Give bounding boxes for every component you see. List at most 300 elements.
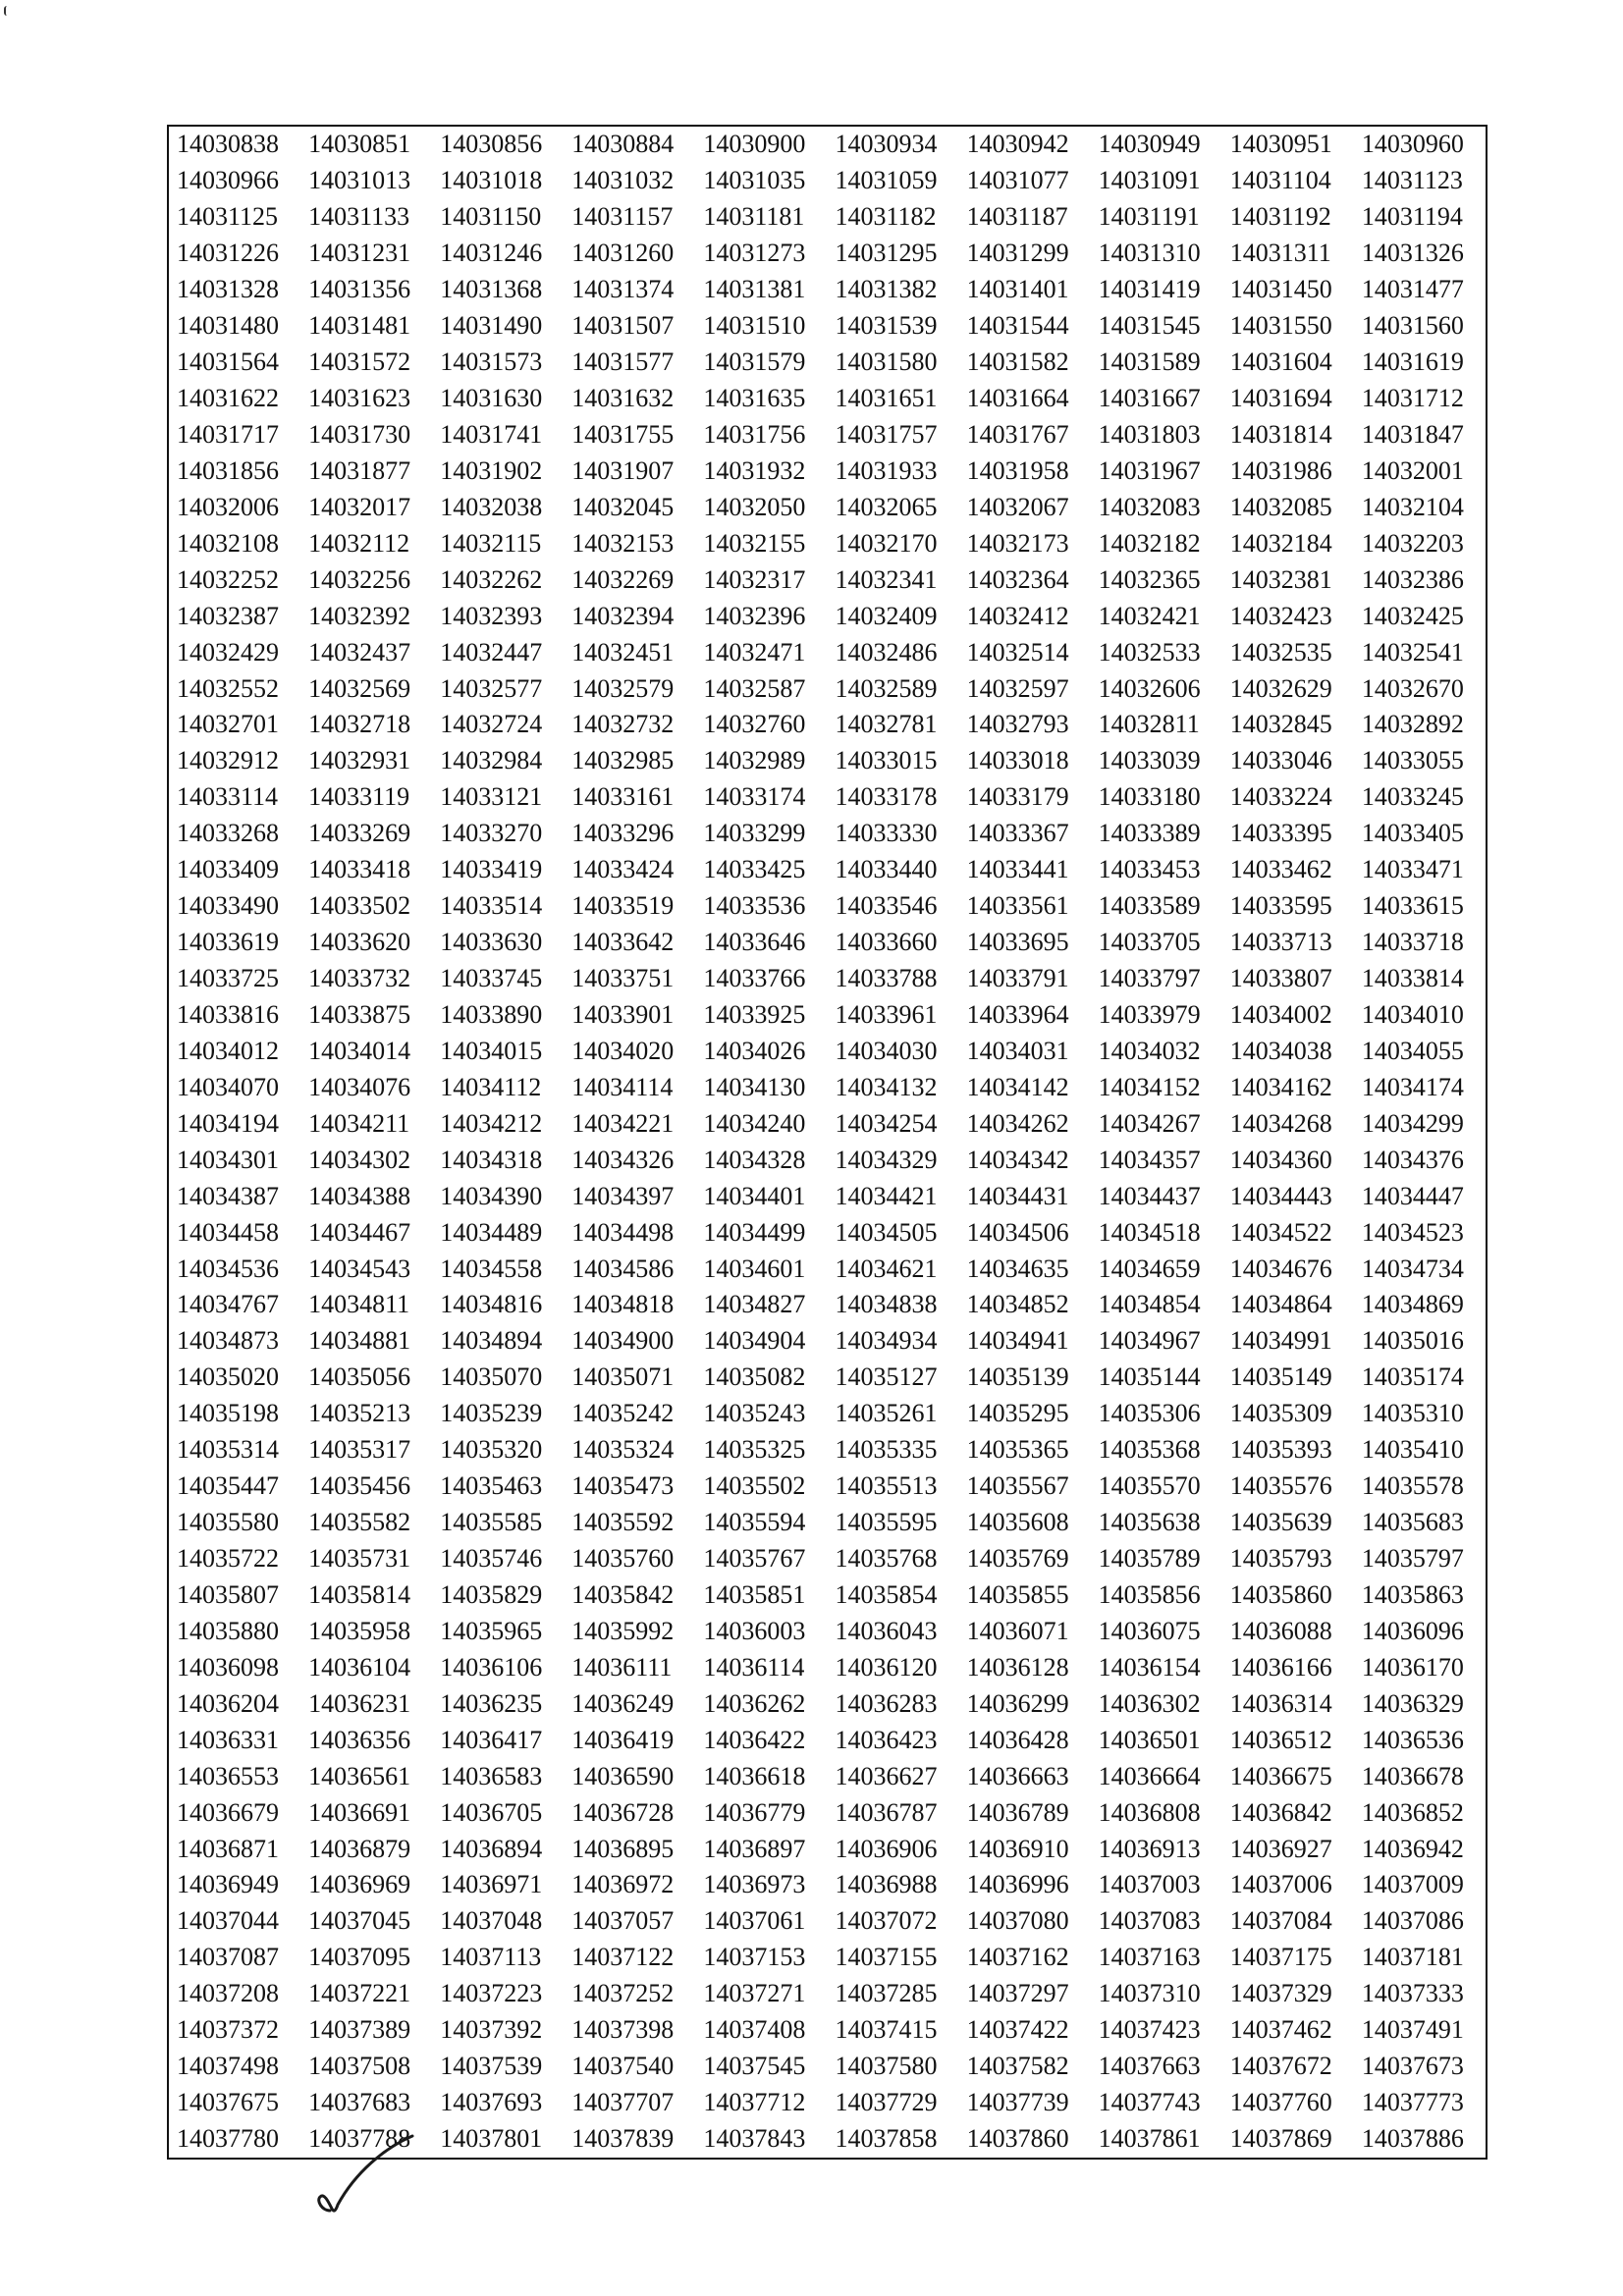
roll-number-cell: 14036166 (1229, 1652, 1332, 1682)
roll-number-cell: 14033224 (1229, 782, 1332, 812)
roll-number-cell: 14035958 (308, 1616, 411, 1645)
roll-number-cell: 14034543 (308, 1254, 411, 1283)
roll-number-cell: 14037333 (1361, 1979, 1464, 2008)
roll-number-cell: 14036664 (1098, 1761, 1201, 1790)
roll-number-cell: 14032845 (1229, 710, 1332, 739)
roll-number-cell: 14037285 (835, 1979, 938, 2008)
roll-number-cell: 14037080 (966, 1906, 1069, 1936)
roll-number-cell: 14034268 (1229, 1108, 1332, 1138)
roll-number-cell: 14031545 (1098, 311, 1201, 341)
roll-number-cell: 14034421 (835, 1181, 938, 1210)
roll-number-cell: 14034734 (1361, 1254, 1464, 1283)
table-row (169, 1105, 1486, 1142)
roll-number-cell: 14032203 (1361, 528, 1464, 558)
roll-number-cell: 14034854 (1098, 1290, 1201, 1319)
roll-number-cell: 14034941 (966, 1326, 1069, 1356)
roll-number-cell: 14033901 (571, 999, 675, 1029)
roll-number-cell: 14033875 (308, 999, 411, 1029)
roll-number-cell: 14031150 (440, 202, 542, 232)
roll-number-cell: 14031295 (835, 239, 938, 268)
roll-number-cell: 14036104 (308, 1652, 411, 1682)
roll-number-cell: 14035463 (440, 1471, 543, 1501)
table-row (169, 1541, 1486, 1577)
roll-number-cell: 14036314 (1229, 1688, 1332, 1718)
roll-number-cell: 14031847 (1361, 419, 1464, 449)
roll-number-cell: 14034586 (571, 1254, 675, 1283)
roll-number-cell: 14032670 (1361, 673, 1464, 703)
roll-number-cell: 14032396 (703, 601, 806, 630)
roll-number-cell: 14032985 (571, 746, 675, 775)
roll-number-cell: 14037095 (308, 1943, 411, 1972)
roll-number-cell: 14034397 (571, 1181, 675, 1210)
roll-number-cell: 14037462 (1229, 2015, 1332, 2045)
roll-number-cell: 14037181 (1361, 1943, 1464, 1972)
roll-number-cell: 14034038 (1229, 1036, 1332, 1065)
roll-number-cell: 14033119 (308, 782, 410, 812)
table-row (169, 888, 1486, 925)
roll-number-cell: 14034328 (703, 1145, 806, 1174)
roll-number-cell: 14036096 (1361, 1616, 1464, 1645)
roll-number-cell: 14032182 (1098, 528, 1201, 558)
roll-number-cell: 14034506 (966, 1217, 1069, 1247)
roll-number-cell: 14031477 (1361, 275, 1464, 304)
roll-number-cell: 14033514 (440, 891, 543, 921)
roll-number-cell: 14034523 (1361, 1217, 1464, 1247)
roll-number-cell: 14037693 (440, 2088, 543, 2117)
roll-number-cell: 14033462 (1229, 855, 1332, 884)
roll-number-cell: 14032989 (703, 746, 806, 775)
roll-number-cell: 14036299 (966, 1688, 1069, 1718)
roll-number-cell: 14036789 (966, 1797, 1069, 1827)
roll-number-cell: 14034130 (703, 1072, 806, 1101)
roll-number-cell: 14035365 (966, 1435, 1069, 1465)
roll-number-cell: 14036003 (703, 1616, 806, 1645)
roll-number-cell: 14032001 (1361, 455, 1464, 485)
roll-number-cell: 14033961 (835, 999, 938, 1029)
roll-number-cell: 14033642 (571, 928, 675, 957)
roll-number-cell: 14031712 (1361, 384, 1464, 413)
roll-number-cell: 14032569 (308, 673, 411, 703)
roll-number-cell: 14033519 (571, 891, 675, 921)
roll-number-cell: 14030884 (571, 130, 675, 159)
handwritten-signature (316, 2128, 424, 2216)
roll-number-cell: 14031018 (440, 166, 543, 195)
roll-number-cell: 14034967 (1098, 1326, 1201, 1356)
roll-number-cell: 14033418 (308, 855, 411, 884)
roll-number-cell: 14030951 (1229, 130, 1332, 159)
roll-number-cell: 14036235 (440, 1688, 543, 1718)
roll-number-cell: 14032984 (440, 746, 543, 775)
roll-number-cell: 14037009 (1361, 1870, 1464, 1899)
roll-number-cell: 14033424 (571, 855, 675, 884)
table-row (169, 634, 1486, 670)
roll-number-cell: 14035768 (835, 1544, 938, 1574)
roll-number-cell: 14034055 (1361, 1036, 1464, 1065)
roll-number-cell: 14033925 (703, 999, 806, 1029)
roll-number-cell: 14034301 (177, 1145, 279, 1174)
roll-number-cell: 14032365 (1098, 564, 1201, 594)
roll-number-cell: 14033502 (308, 891, 411, 921)
roll-number-cell: 14035789 (1098, 1544, 1201, 1574)
roll-number-cell: 14030942 (966, 130, 1069, 159)
roll-number-cell: 14035456 (308, 1471, 411, 1501)
roll-number-cell: 14034142 (966, 1072, 1069, 1101)
roll-number-cell: 14036728 (571, 1797, 675, 1827)
roll-number-cell: 14036098 (177, 1652, 279, 1682)
roll-number-cell: 14033039 (1098, 746, 1201, 775)
table-row (169, 453, 1486, 489)
roll-number-cell: 14035582 (308, 1508, 411, 1537)
roll-number-cell: 14031958 (966, 455, 1069, 485)
roll-number-cell: 14036842 (1229, 1797, 1332, 1827)
roll-number-cell: 14037683 (308, 2088, 411, 2117)
roll-number-cell: 14037003 (1098, 1870, 1201, 1899)
roll-number-cell: 14031604 (1229, 347, 1332, 377)
roll-number-cell: 14032083 (1098, 492, 1201, 521)
roll-number-cell: 14037006 (1229, 1870, 1332, 1899)
roll-number-cell: 14031579 (703, 347, 806, 377)
roll-number-cell: 14032535 (1229, 637, 1332, 667)
roll-number-cell: 14034934 (835, 1326, 938, 1356)
roll-number-cell: 14037389 (308, 2015, 411, 2045)
roll-number-cell: 14033178 (835, 782, 938, 812)
roll-number-cell: 14032381 (1229, 564, 1332, 594)
roll-number-cell: 14031032 (571, 166, 675, 195)
roll-number-cell: 14032471 (703, 637, 806, 667)
roll-number-cell: 14034152 (1098, 1072, 1201, 1101)
roll-number-cell: 14031755 (571, 419, 675, 449)
roll-number-cell: 14034536 (177, 1254, 279, 1283)
roll-number-cell: 14035070 (440, 1362, 543, 1392)
roll-number-cell: 14032252 (177, 564, 279, 594)
roll-number-cell: 14035213 (308, 1399, 411, 1428)
roll-number-cell: 14031481 (308, 311, 411, 341)
roll-number-cell: 14030960 (1361, 130, 1464, 159)
roll-number-cell: 14036428 (966, 1725, 1069, 1754)
roll-number-cell: 14031226 (177, 239, 279, 268)
roll-number-cell: 14034267 (1098, 1108, 1201, 1138)
roll-number-cell: 14036895 (571, 1834, 675, 1863)
roll-number-cell: 14034869 (1361, 1290, 1464, 1319)
roll-number-cell: 14035854 (835, 1579, 938, 1609)
roll-number-cell: 14036894 (440, 1834, 543, 1863)
roll-number-cell: 14031933 (835, 455, 938, 485)
roll-number-cell: 14030838 (177, 130, 279, 159)
roll-number-cell: 14033269 (308, 819, 411, 848)
roll-number-cell: 14035860 (1229, 1579, 1332, 1609)
roll-number-cell: 14034387 (177, 1181, 279, 1210)
roll-number-cell: 14033296 (571, 819, 675, 848)
roll-number-cell: 14034437 (1098, 1181, 1201, 1210)
roll-number-cell: 14031907 (571, 455, 675, 485)
roll-number-cell: 14036705 (440, 1797, 543, 1827)
roll-number-cell: 14031187 (966, 202, 1068, 232)
roll-number-cell: 14032781 (835, 710, 938, 739)
roll-number-cell: 14037083 (1098, 1906, 1201, 1936)
roll-number-cell: 14032931 (308, 746, 411, 775)
roll-number-cell: 14036583 (440, 1761, 543, 1790)
roll-number-cell: 14033121 (440, 782, 543, 812)
roll-number-cell: 14032629 (1229, 673, 1332, 703)
roll-number-cell: 14034240 (703, 1108, 806, 1138)
roll-number-cell: 14032170 (835, 528, 938, 558)
roll-number-cell: 14035261 (835, 1399, 938, 1428)
roll-number-cell: 14036927 (1229, 1834, 1332, 1863)
roll-number-cell: 14033161 (571, 782, 675, 812)
roll-number-cell: 14031767 (966, 419, 1069, 449)
roll-number-cell: 14033046 (1229, 746, 1332, 775)
roll-number-cell: 14031573 (440, 347, 543, 377)
roll-number-cell: 14031667 (1098, 384, 1201, 413)
roll-number-cell: 14033330 (835, 819, 938, 848)
table-row (169, 1432, 1486, 1468)
roll-number-cell: 14031381 (703, 275, 806, 304)
roll-number-cell: 14031544 (966, 311, 1069, 341)
roll-number-cell: 14034076 (308, 1072, 411, 1101)
table-row (169, 561, 1486, 598)
roll-number-cell: 14036204 (177, 1688, 279, 1718)
roll-number-cell: 14037675 (177, 2088, 279, 2117)
roll-number-cell: 14032317 (703, 564, 806, 594)
roll-number-cell: 14036679 (177, 1797, 279, 1827)
roll-number-cell: 14037045 (308, 1906, 411, 1936)
roll-number-cell: 14033979 (1098, 999, 1201, 1029)
table-row (169, 1033, 1486, 1069)
roll-number-cell: 14032155 (703, 528, 806, 558)
roll-number-cell: 14037044 (177, 1906, 279, 1936)
table-row (169, 707, 1486, 743)
roll-number-cell: 14037398 (571, 2015, 675, 2045)
roll-number-cell: 14035144 (1098, 1362, 1201, 1392)
roll-number-cell: 14031035 (703, 166, 806, 195)
roll-number-cell: 14033536 (703, 891, 806, 921)
roll-number-cell: 14031273 (703, 239, 806, 268)
roll-number-cell: 14036536 (1361, 1725, 1464, 1754)
roll-number-cell: 14032421 (1098, 601, 1201, 630)
roll-number-cell: 14032085 (1229, 492, 1332, 521)
roll-number-cell: 14030949 (1098, 130, 1201, 159)
roll-number-cell: 14036590 (571, 1761, 675, 1790)
roll-number-cell: 14037061 (703, 1906, 806, 1936)
roll-number-cell: 14036971 (440, 1870, 543, 1899)
roll-number-cell: 14036988 (835, 1870, 938, 1899)
roll-number-cell: 14036170 (1361, 1652, 1464, 1682)
roll-number-cell: 14034811 (308, 1290, 410, 1319)
roll-number-cell: 14030851 (308, 130, 411, 159)
roll-number-cell: 14036071 (966, 1616, 1069, 1645)
table-row (169, 1178, 1486, 1214)
roll-number-cell: 14031902 (440, 455, 543, 485)
roll-number-cell: 14033964 (966, 999, 1069, 1029)
roll-number-cell: 14035880 (177, 1616, 279, 1645)
table-row (169, 1831, 1486, 1867)
roll-number-cell: 14037743 (1098, 2088, 1201, 2117)
roll-number-cell: 14032256 (308, 564, 411, 594)
roll-number-cell: 14032724 (440, 710, 543, 739)
roll-number-cell: 14037422 (966, 2015, 1069, 2045)
roll-number-cell: 14034211 (308, 1108, 410, 1138)
roll-number-cell: 14034401 (703, 1181, 806, 1210)
table-row (169, 272, 1486, 308)
roll-number-cell: 14037163 (1098, 1943, 1201, 1972)
roll-number-cell: 14032173 (966, 528, 1069, 558)
roll-number-cell: 14037712 (703, 2088, 806, 2117)
roll-number-cell: 14034390 (440, 1181, 543, 1210)
roll-number-cell: 14036106 (440, 1652, 543, 1682)
roll-number-cell: 14031619 (1361, 347, 1464, 377)
roll-number-cell: 14031803 (1098, 419, 1201, 449)
roll-number-cell: 14031181 (703, 202, 805, 232)
roll-number-cell: 14037498 (177, 2052, 279, 2081)
roll-number-cell: 14033490 (177, 891, 279, 921)
roll-number-cell: 14037162 (966, 1943, 1069, 1972)
table-row (169, 852, 1486, 888)
roll-number-cell: 14031651 (835, 384, 938, 413)
roll-number-cell: 14031717 (177, 419, 279, 449)
roll-number-cell: 14037663 (1098, 2052, 1201, 2081)
roll-number-cell: 14034767 (177, 1290, 279, 1319)
roll-number-cell: 14033705 (1098, 928, 1201, 957)
table-row (169, 489, 1486, 525)
roll-number-cell: 14032587 (703, 673, 806, 703)
roll-number-cell: 14031356 (308, 275, 411, 304)
roll-number-cell: 14034498 (571, 1217, 675, 1247)
roll-number-cell: 14037408 (703, 2015, 806, 2045)
roll-number-cell: 14032392 (308, 601, 411, 630)
roll-number-cell: 14036128 (966, 1652, 1069, 1682)
table-row (169, 2085, 1486, 2121)
roll-number-cell: 14035567 (966, 1471, 1069, 1501)
roll-number-cell: 14032412 (966, 601, 1069, 630)
roll-number-cell: 14033725 (177, 964, 279, 993)
table-row (169, 997, 1486, 1034)
roll-number-cell: 14034635 (966, 1254, 1069, 1283)
table-row (169, 1214, 1486, 1251)
roll-number-cell: 14032437 (308, 637, 411, 667)
roll-number-cell: 14035580 (177, 1508, 279, 1537)
roll-number-cell: 14037801 (440, 2124, 543, 2154)
table-row (169, 1069, 1486, 1105)
roll-number-cell: 14031814 (1229, 419, 1332, 449)
roll-number-cell: 14034262 (966, 1108, 1069, 1138)
roll-number-cell: 14033620 (308, 928, 411, 957)
table-row (169, 525, 1486, 561)
roll-number-cell: 14036553 (177, 1761, 279, 1790)
roll-number-cell: 14036302 (1098, 1688, 1201, 1718)
roll-number-cell: 14032718 (308, 710, 411, 739)
roll-number-cell: 14037113 (440, 1943, 542, 1972)
roll-number-cell: 14036356 (308, 1725, 411, 1754)
roll-number-cell: 14031539 (835, 311, 938, 341)
roll-number-cell: 14035020 (177, 1362, 279, 1392)
roll-number-cell: 14031572 (308, 347, 411, 377)
roll-number-cell: 14031123 (1361, 166, 1463, 195)
roll-number-cell: 14035851 (703, 1579, 806, 1609)
roll-number-cell: 14031328 (177, 275, 279, 304)
roll-number-table (169, 127, 1486, 2158)
roll-number-cell: 14033419 (440, 855, 543, 884)
roll-number-cell: 14032184 (1229, 528, 1332, 558)
roll-number-cell: 14037582 (966, 2052, 1069, 2081)
roll-number-cell: 14031630 (440, 384, 543, 413)
roll-number-cell: 14036627 (835, 1761, 938, 1790)
roll-number-cell: 14034558 (440, 1254, 543, 1283)
roll-number-cell: 14033174 (703, 782, 806, 812)
roll-number-cell: 14031932 (703, 455, 806, 485)
roll-number-cell: 14032811 (1098, 710, 1200, 739)
table-row (169, 1758, 1486, 1794)
roll-number-cell: 14037084 (1229, 1906, 1332, 1936)
table-row (169, 1976, 1486, 2012)
roll-number-cell: 14032514 (966, 637, 1069, 667)
roll-number-cell: 14033646 (703, 928, 806, 957)
table-row (169, 236, 1486, 272)
roll-number-cell: 14033788 (835, 964, 938, 993)
roll-number-cell: 14031191 (1098, 202, 1200, 232)
roll-number-cell: 14037539 (440, 2052, 543, 2081)
roll-number-cell: 14032589 (835, 673, 938, 703)
roll-number-cell: 14032262 (440, 564, 543, 594)
roll-number-cell: 14031299 (966, 239, 1069, 268)
roll-number-cell: 14033114 (177, 782, 279, 812)
roll-number-cell: 14037739 (966, 2088, 1069, 2117)
roll-number-cell: 14031077 (966, 166, 1069, 195)
roll-number-cell: 14035309 (1229, 1399, 1332, 1428)
roll-number-cell: 14031550 (1229, 311, 1332, 341)
roll-number-cell: 14033055 (1361, 746, 1464, 775)
table-row (169, 1867, 1486, 1903)
roll-number-cell: 14034112 (440, 1072, 542, 1101)
table-row (169, 598, 1486, 634)
table-row (169, 1360, 1486, 1396)
roll-number-cell: 14031589 (1098, 347, 1201, 377)
roll-number-cell: 14033791 (966, 964, 1069, 993)
roll-number-cell: 14036663 (966, 1761, 1069, 1790)
roll-number-cell: 14036942 (1361, 1834, 1464, 1863)
table-row (169, 779, 1486, 816)
roll-number-cell: 14031157 (571, 202, 674, 232)
roll-number-cell: 14035071 (571, 1362, 675, 1392)
roll-number-cell: 14035198 (177, 1399, 279, 1428)
roll-number-cell: 14037208 (177, 1979, 279, 2008)
roll-number-cell: 14035576 (1229, 1471, 1332, 1501)
roll-number-cell: 14033425 (703, 855, 806, 884)
roll-number-cell: 14034621 (835, 1254, 938, 1283)
roll-number-cell: 14037175 (1229, 1943, 1332, 1972)
roll-number-cell: 14034162 (1229, 1072, 1332, 1101)
roll-number-cell: 14035594 (703, 1508, 806, 1537)
roll-number-cell: 14034254 (835, 1108, 938, 1138)
roll-number-cell: 14033409 (177, 855, 279, 884)
roll-number-cell: 14035585 (440, 1508, 543, 1537)
roll-number-cell: 14034132 (835, 1072, 938, 1101)
roll-number-cell: 14032269 (571, 564, 675, 594)
roll-number-cell: 14036972 (571, 1870, 675, 1899)
roll-number-cell: 14031480 (177, 311, 279, 341)
roll-number-cell: 14032892 (1361, 710, 1464, 739)
roll-number-cell: 14031580 (835, 347, 938, 377)
roll-number-cell: 14035863 (1361, 1579, 1464, 1609)
roll-number-cell: 14036111 (571, 1652, 673, 1682)
roll-number-cell: 14034070 (177, 1072, 279, 1101)
roll-number-cell: 14035842 (571, 1579, 675, 1609)
roll-number-cell: 14034467 (308, 1217, 411, 1247)
roll-number-cell: 14034894 (440, 1326, 543, 1356)
roll-number-cell: 14035855 (966, 1579, 1069, 1609)
roll-number-cell: 14033890 (440, 999, 543, 1029)
roll-number-cell: 14034299 (1361, 1108, 1464, 1138)
roll-number-cell: 14036501 (1098, 1725, 1201, 1754)
